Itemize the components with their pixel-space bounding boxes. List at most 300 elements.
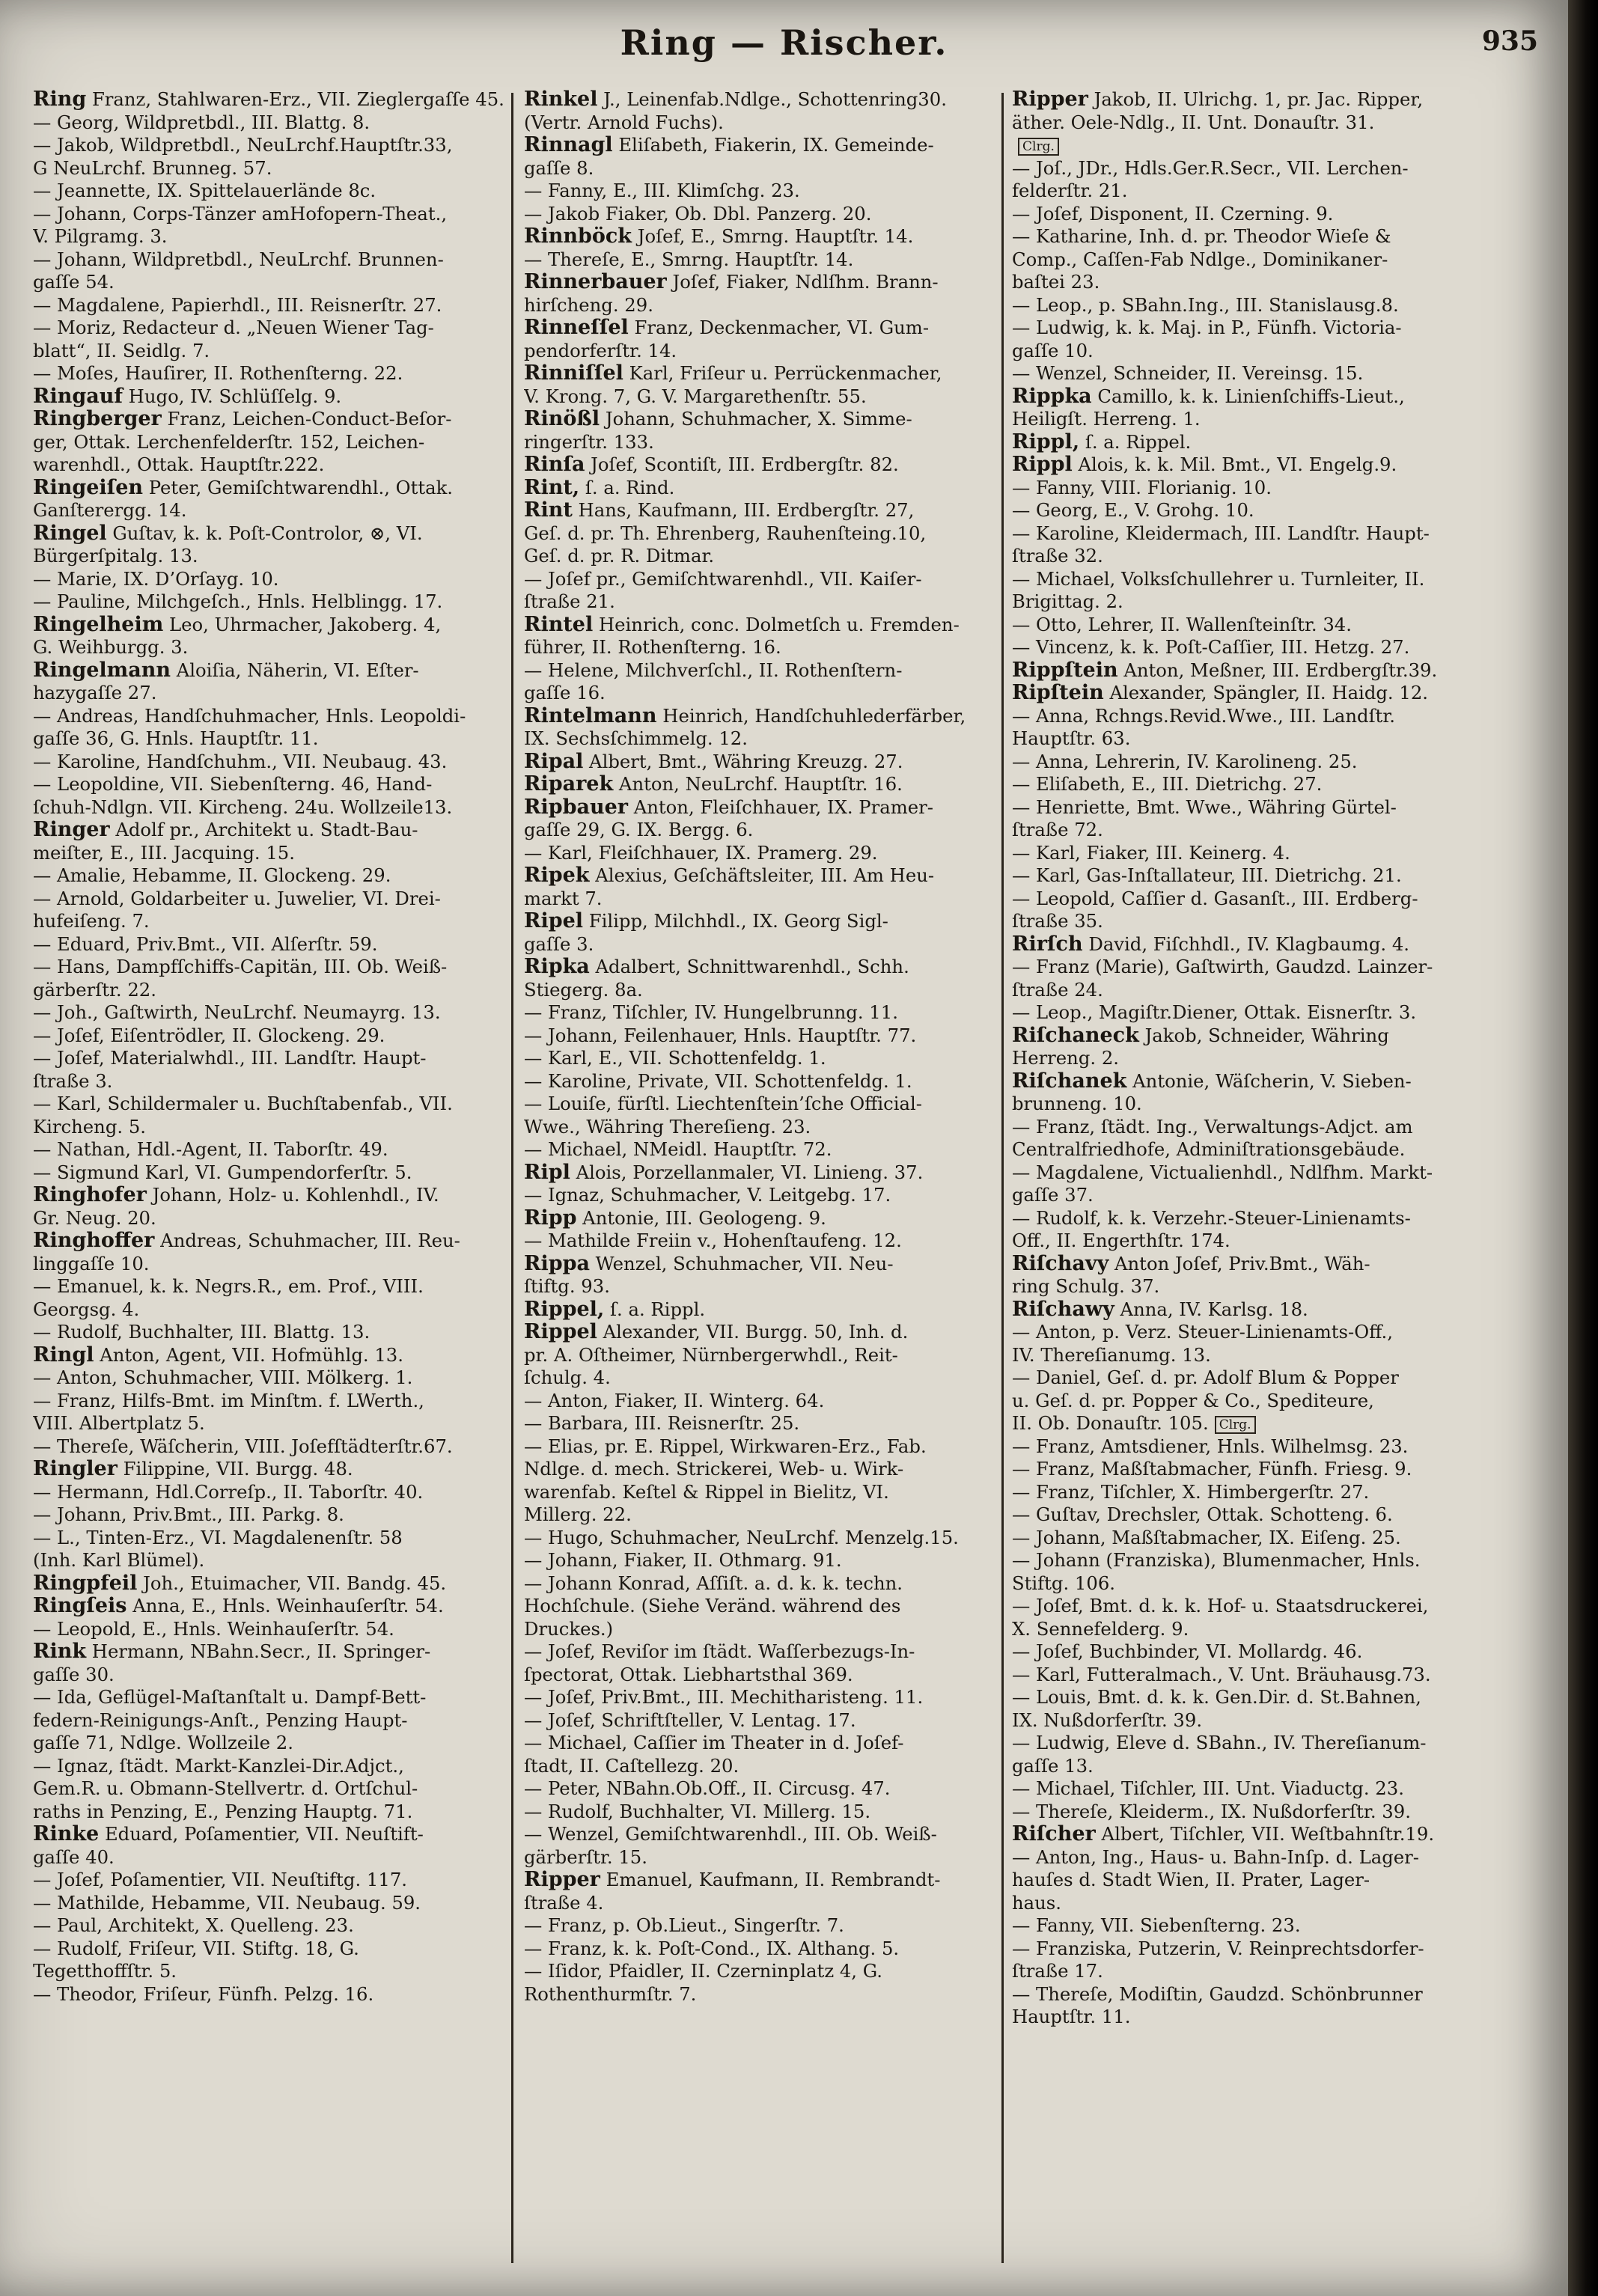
directory-line [33,864,512,888]
directory-line [1012,1846,1491,1869]
entry-text: Johann, Schuhmacher, X. Simme- [600,408,912,430]
entry-text: Joſef, Fiaker, Ndlſhm. Brann- [666,271,939,293]
directory-line [524,134,1003,157]
directory-line [33,385,512,409]
entry-text: — Marie, IX. D’Orſayg. 10. [33,567,279,590]
entry-text: — Elias, pr. E. Rippel, Wirkwaren-Erz., Fab. [524,1435,927,1457]
entry-text: Off., II. Engerthſtr. 174. [1012,1230,1230,1251]
directory-line [33,956,512,979]
directory-line [1012,1093,1491,1116]
entry-text: — Joſef pr., Gemiſchtwarenhdl., VII. Kaiſer- [524,567,922,590]
page-number: 935 [1481,25,1538,57]
entry-text: — Johann (Franziska), Blumenmacher, Hnls. [1012,1549,1421,1571]
directory-line [1012,1869,1491,1892]
entry-surname: Rintelmann [524,704,657,727]
directory-line [524,1914,1003,1938]
directory-line [33,1070,512,1093]
directory-line [1012,1914,1491,1938]
directory-line [1012,340,1491,363]
entry-text: Alois, k. k. Mil. Bmt., VI. Engelg.9. [1072,454,1397,475]
directory-line [1012,1344,1491,1367]
directory-line [524,157,1003,180]
directory-line [1012,1983,1491,2006]
entry-surname: Rippka [1012,385,1092,408]
entry-text: — Andreas, Handſchuhmacher, Hnls. Leopoldi- [33,704,466,727]
directory-line [1012,1572,1491,1596]
directory-line [1012,271,1491,294]
directory-line [524,180,1003,203]
entry-text: blatt“, II. Seidlg. 7. [33,339,210,361]
directory-line [33,1846,512,1869]
directory-line [1012,956,1491,979]
directory-line [33,545,512,568]
entry-text: — Leopoldine, VII. Siebenſterng. 46, Hand- [33,773,433,795]
directory-line [1012,933,1491,956]
directory-line [1012,1435,1491,1459]
entry-text: Albert, Tiſchler, VII. Weſtbahnſtr.19. [1095,1823,1435,1845]
entry-text: — Rudolf, Friſeur, VII. Stiftg. 18, G. [33,1937,359,1959]
entry-text: Aloiſia, Näherin, VI. Eſter- [170,659,419,681]
entry-text: — Ida, Geflügel-Maſtanſtalt u. Dampf-Bett- [33,1686,427,1708]
entry-text: hirſcheng. 29. [524,293,653,316]
directory-line [524,477,1003,500]
entry-text: — Ignaz, Schuhmacher, V. Leitgebg. 17. [524,1184,891,1206]
entry-surname: Rinnerbauer [524,271,667,293]
directory-line [524,1549,1003,1572]
directory-line [524,88,1003,112]
directory-line [524,1686,1003,1709]
directory-line [33,522,512,546]
entry-text: — Johann, Maßſtabmacher, IX. Eiſeng. 25. [1012,1526,1401,1548]
directory-line [524,1047,1003,1070]
entry-text: — Magdalene, Papierhdl., III. Reisnerſtr. 27. [33,293,442,316]
entry-text: Anton, NeuLrchf. Hauptſtr. 16. [613,773,903,795]
entry-text: Gem.R. u. Obmann-Stellvertr. d. Ortſchul- [33,1777,418,1799]
entry-surname: Ripper [1012,88,1088,111]
entry-text: — Peter, NBahn.Ob.Off., II. Circusg. 47. [524,1777,891,1799]
directory-line [1012,1253,1491,1276]
entry-text: — Leopold, Caſſier d. Gasanſt., III. Erdberg- [1012,887,1418,909]
entry-text: gaſſe 13. [1012,1754,1094,1777]
directory-line [33,1184,512,1207]
entry-text: — Anna, Rchngs.Revid.Wwe., III. Landſtr. [1012,704,1395,727]
entry-text: gaſſe 71, Ndlge. Wollzeile 2. [33,1732,293,1753]
directory-line [1012,636,1491,659]
entry-surname: Rink [33,1640,87,1663]
entry-text: — Karl, Futteralmach., V. Unt. Bräuhausg.73. [1012,1663,1431,1685]
entry-text: — Leopold, E., Hnls. Weinhauſerſtr. 54. [33,1617,394,1640]
directory-line [33,1207,512,1230]
directory-line [1012,545,1491,568]
entry-surname: Rinſa [524,454,585,476]
entry-text: gaſſe 10. [1012,339,1094,361]
entry-text: — Karoline, Private, VII. Schottenfeldg. 1. [524,1069,912,1092]
entry-text: Antonie, III. Geologeng. 9. [576,1206,826,1229]
directory-line [524,225,1003,248]
entry-text: ſtraße 24. [1012,978,1103,1001]
directory-line [524,1230,1003,1253]
entry-text: — Moſes, Hauſirer, II. Rothenſterng. 22. [33,362,403,384]
entry-text: — Paul, Architekt, X. Quelleng. 23. [33,1914,354,1936]
entry-text: Filipp, Milchhdl., IX. Georg Sigl- [583,910,888,932]
directory-line [33,180,512,203]
entry-text: Comp., Caſſen-Fab Ndlge., Dominikaner- [1012,248,1388,270]
directory-line [524,590,1003,614]
entry-surname: Ripek [524,864,590,887]
entry-text: — Louiſe, fürſtl. Liechtenſtein’ſche Official- [524,1093,923,1114]
directory-line [1012,1458,1491,1481]
directory-line [1012,1275,1491,1298]
entry-text: — Georg, Wildpretbdl., III. Blattg. 8. [33,111,370,133]
directory-line [33,1116,512,1139]
entry-text: G. Weihburgg. 3. [33,636,189,658]
entry-text: Geſ. d. pr. R. Ditmar. [524,545,715,567]
entry-text: — Thereſe, E., Smrng. Hauptſtr. 14. [524,248,854,270]
directory-line [33,1253,512,1276]
directory-line [1012,727,1491,751]
directory-line [524,545,1003,568]
directory-line [524,408,1003,431]
directory-line [1012,682,1491,705]
directory-line [33,590,512,614]
entry-text: Geſ. d. pr. Th. Ehrenberg, Rauhenſteing.10, [524,522,927,544]
directory-line [1012,1321,1491,1344]
entry-text: Hans, Kaufmann, III. Erdbergſtr. 27, [572,499,915,521]
entry-text: haus. [1012,1891,1061,1914]
entry-text: — Joſef, Eiſentrödler, II. Glockeng. 29. [33,1024,385,1046]
directory-line [524,454,1003,477]
entry-text: Ndlge. d. mech. Strickerei, Web- u. Wirk- [524,1458,904,1480]
directory-line [33,1047,512,1070]
entry-text: ſtraße 32. [1012,545,1103,567]
entry-text: — Karl, Fiaker, III. Keinerg. 4. [1012,841,1290,864]
directory-line [33,1777,512,1801]
entry-text: Alexander, Spängler, II. Haidg. 12. [1103,682,1429,703]
entry-text: hufeiſeng. 7. [33,910,150,932]
entry-text: Anton, Agent, VII. Hofmühlg. 13. [94,1343,403,1366]
directory-line [524,522,1003,546]
entry-text: gaſſe 3. [524,932,594,955]
directory-line [33,1001,512,1025]
directory-line [524,1777,1003,1801]
directory-line [33,1298,512,1322]
directory-line [33,933,512,956]
directory-line [1012,1298,1491,1322]
entry-text: — Nathan, Hdl.-Agent, II. Taborſtr. 49. [33,1138,388,1160]
entry-text: gaſſe 40. [33,1845,115,1868]
entry-surname: Riſchaneck [1012,1024,1139,1047]
entry-text: — Johann, Corps-Tänzer amHofopern-Theat., [33,202,448,225]
directory-line [1012,568,1491,591]
directory-line [33,1892,512,1915]
directory-line [524,1321,1003,1344]
entry-text: felderſtr. 21. [1012,180,1128,201]
directory-line [33,112,512,135]
entry-text: Camillo, k. k. Linienſchiffs-Lieut., [1091,385,1405,407]
entry-text: — Wenzel, Gemiſchtwarenhdl., III. Ob. Weiß- [524,1823,937,1845]
entry-text: — Vincenz, k. k. Poſt-Caſſier, III. Hetzg. 27. [1012,636,1410,658]
directory-line [524,317,1003,340]
entry-text: — Joſef, Reviſor im ſtädt. Waſſerbezugs-In- [524,1640,915,1662]
entry-text: — Hugo, Schuhmacher, NeuLrchf. Menzelg.15. [524,1526,959,1548]
page-edge-shadow [1568,0,1598,2296]
directory-line [33,1869,512,1892]
entry-text: — Joſef, Buchbinder, VI. Mollardg. 46. [1012,1640,1363,1662]
entry-text: Georgsg. 4. [33,1298,140,1320]
directory-line [33,477,512,500]
directory-line [33,1686,512,1709]
directory-line [524,1938,1003,1961]
directory-line [1012,112,1491,135]
directory-line [33,1458,512,1481]
entry-text: — Joſef, Disponent, II. Czerning. 9. [1012,202,1334,225]
entry-surname: Rint [524,499,573,522]
entry-text: VIII. Albertplatz 5. [33,1412,205,1434]
column-middle [524,88,1003,2006]
directory-line [33,1732,512,1755]
directory-line [1012,1801,1491,1824]
directory-line [1012,1755,1491,1778]
directory-line [524,385,1003,409]
directory-line [1012,408,1491,431]
directory-line [1012,203,1491,226]
entry-text: hazygaſſe 27. [33,682,157,703]
entry-text: warenhdl., Ottak. Hauptſtr.222. [33,454,325,475]
entry-text: — Helene, Milchverſchl., II. Rothenſtern- [524,659,903,681]
entry-text: — Johann, Feilenhauer, Hnls. Hauptſtr. 77. [524,1024,917,1046]
directory-line [1012,1138,1491,1161]
entry-text: Druckes.) [524,1617,614,1640]
directory-line [33,773,512,796]
entry-surname: Rinneſſel [524,317,629,339]
entry-text: baſtei 23. [1012,271,1100,293]
entry-surname: Ripp [524,1206,577,1230]
entry-text: — Franz, k. k. Poſt-Cond., IX. Althang. 5. [524,1937,900,1959]
entry-text: — Iſidor, Pfaidler, II. Czerninplatz 4, G. [524,1960,883,1982]
entry-text: — Karoline, Handſchuhm., VII. Neubaug. 43. [33,750,448,772]
entry-text: Anna, E., Hnls. Weinhauſerſtr. 54. [126,1595,444,1616]
entry-text: Wenzel, Schuhmacher, VII. Neu- [589,1252,894,1274]
directory-line [524,1435,1003,1459]
entry-text: Franz, Stahlwaren-Erz., VII. Zieglergaſſe 45. [86,88,504,110]
directory-line [1012,842,1491,865]
directory-line [33,842,512,865]
directory-line [1012,590,1491,614]
directory-line [524,1458,1003,1481]
column-left [33,88,512,2006]
directory-line [33,340,512,363]
directory-line [1012,522,1491,546]
directory-line [33,1572,512,1596]
entry-surname: Ringelheim [33,613,164,636]
directory-line [33,614,512,637]
directory-line [1012,910,1491,933]
directory-line [524,842,1003,865]
directory-line [524,112,1003,135]
entry-text: — Daniel, Geſ. d. pr. Adolf Blum & Popper [1012,1367,1399,1388]
entry-text: — Jeannette, IX. Spittelauerlände 8c. [33,180,376,201]
directory-line [524,1869,1003,1892]
entry-text: Heinrich, conc. Dolmetſch u. Fremden- [593,613,960,635]
entry-surname: Riſchanek [1012,1069,1127,1093]
directory-line [33,819,512,842]
directory-line [33,499,512,522]
entry-text: IX. Sechsſchimmelg. 12. [524,727,748,749]
entry-text: — Arnold, Goldarbeiter u. Juwelier, VI. Drei- [33,887,441,909]
entry-text: — Ludwig, Eleve d. SBahn., IV. Thereſianum- [1012,1732,1427,1753]
entry-surname: Ripal [524,750,584,773]
directory-line [524,1070,1003,1093]
entry-text: Alois, Porzellanmaler, VI. Linieng. 37. [570,1161,924,1183]
directory-line [33,225,512,248]
directory-line [524,1116,1003,1139]
entry-text: raths in Penzing, E., Penzing Hauptg. 71. [33,1800,413,1822]
page-title: Ring — Rischer. [620,22,948,63]
entry-text: — Joſef, Poſamentier, VII. Neuſtiftg. 117. [33,1869,408,1890]
directory-line [33,659,512,683]
entry-text: Anton Joſef, Priv.Bmt., Wäh- [1108,1252,1370,1274]
directory-line [1012,499,1491,522]
clearing-badge: Clrg. [1215,1416,1256,1434]
directory-line [33,979,512,1002]
directory-line [1012,180,1491,203]
entry-text: — Franz, p. Ob.Lieut., Singerſtr. 7. [524,1914,844,1936]
entry-text: Ganſterergg. 14. [33,499,187,521]
entry-text: brunneng. 10. [1012,1093,1142,1114]
entry-text: — Amalie, Hebamme, II. Glockeng. 29. [33,864,391,886]
directory-line [524,1367,1003,1390]
directory-line [524,751,1003,774]
directory-line [33,1161,512,1185]
directory-line [524,1755,1003,1778]
directory-line [33,1138,512,1161]
entry-text: — Anton, Schuhmacher, VIII. Mölkerg. 1. [33,1367,413,1388]
directory-line [1012,1777,1491,1801]
directory-line [1012,1412,1491,1435]
entry-text: Hugo, IV. Schlüſſelg. 9. [122,385,342,407]
directory-line [33,454,512,477]
directory-line [524,659,1003,683]
directory-line [1012,1503,1491,1527]
directory-line [524,1709,1003,1732]
directory-line [1012,1001,1491,1025]
entry-text: ſchuh-Ndlgn. VII. Kircheng. 24u. Wollzeile13. [33,796,453,818]
directory-line [1012,979,1491,1002]
directory-line [524,819,1003,842]
entry-text: — Anton, Fiaker, II. Winterg. 64. [524,1389,825,1411]
directory-line [33,1801,512,1824]
directory-line [33,796,512,819]
entry-text: — Johann Konrad, Aſſiſt. a. d. k. k. techn. [524,1572,903,1594]
directory-line [1012,157,1491,180]
directory-line [33,1481,512,1504]
directory-line [1012,2006,1491,2029]
entry-text: ſ. a. Rippl. [604,1298,706,1320]
entry-text: ring Schulg. 37. [1012,1275,1160,1297]
directory-line [1012,431,1491,454]
entry-text: — Hans, Dampfſchiffs-Capitän, III. Ob. Weiß- [33,956,448,977]
entry-surname: Rinke [33,1823,100,1845]
entry-text: Stiegerg. 8a. [524,978,643,1001]
entry-text: — Karl, E., VII. Schottenfeldg. 1. [524,1047,826,1069]
entry-text: Adalbert, Schnittwarenhdl., Schh. [589,956,909,977]
entry-surname: Riſchawy [1012,1298,1114,1321]
entry-text: Joſef, Scontiſt, III. Erdbergſtr. 82. [585,454,899,475]
entry-text: Herreng. 2. [1012,1047,1120,1069]
entry-text: — Anton, Ing., Haus- u. Bahn-Inſp. d. Lager- [1012,1845,1419,1868]
entry-text: — Louis, Bmt. d. k. k. Gen.Dir. d. St.Bahnen, [1012,1686,1421,1708]
entry-text: Hermann, NBahn.Secr., II. Springer- [86,1640,431,1662]
directory-line [524,1207,1003,1230]
directory-line [33,362,512,385]
directory-line [1012,819,1491,842]
entry-text: IX. Nußdorferſtr. 39. [1012,1709,1203,1731]
entry-text: Leo, Uhrmacher, Jakoberg. 4, [163,613,442,635]
entry-text: — Anton, p. Verz. Steuer-Linienamts-Off., [1012,1321,1393,1343]
directory-line [524,1298,1003,1322]
entry-text: ſpectorat, Ottak. Liebhartsthal 369. [524,1663,853,1685]
directory-line [33,1823,512,1846]
directory-line [33,1367,512,1390]
entry-text: Hochſchule. (Siehe Veränd. während des [524,1595,901,1616]
directory-line [524,1595,1003,1618]
entry-text: Alexius, Geſchäftsleiter, III. Am Heu- [589,864,935,886]
entry-text: Wwe., Währing Thereſieng. 23. [524,1115,811,1138]
entry-text: Anna, IV. Karlsg. 18. [1114,1298,1308,1320]
entry-text: — Karl, Gas-Inſtallateur, III. Dietrichg. 21. [1012,864,1402,886]
entry-text: Peter, Gemiſchtwarendhl., Ottak. [143,476,454,498]
directory-line [1012,1230,1491,1253]
directory-line [33,1640,512,1664]
directory-line [1012,1070,1491,1093]
directory-line [1012,248,1491,272]
directory-line [524,1412,1003,1435]
entry-text: warenfab. Keſtel & Rippel in Bielitz, VI. [524,1480,889,1503]
entry-surname: Ringeiſen [33,476,144,499]
directory-line [524,796,1003,819]
directory-line [1012,134,1491,157]
directory-line [1012,1207,1491,1230]
entry-text: gaſſe 37. [1012,1184,1094,1206]
directory-line [33,1960,512,1983]
directory-line [524,568,1003,591]
entry-text: Millerg. 22. [524,1503,632,1525]
entry-text: Eliſabeth, Fiakerin, IX. Gemeinde- [612,134,934,156]
entry-text: Alexander, VII. Burgg. 50, Inh. d. [597,1321,909,1343]
entry-text: — Joſef, Priv.Bmt., III. Mechitharisteng. 11. [524,1686,924,1708]
directory-line [524,727,1003,751]
directory-line [33,431,512,454]
entry-text: — Franziska, Putzerin, V. Reinprechtsdorfer- [1012,1937,1424,1959]
entry-text: — Otto, Lehrer, II. Wallenſteinſtr. 34. [1012,613,1352,635]
directory-line [33,1938,512,1961]
entry-text: — Theodor, Friſeur, Fünfh. Pelzg. 16. [33,1982,374,2005]
directory-line [33,294,512,317]
entry-text: II. Ob. Donauſtr. 105. [1012,1412,1209,1434]
entry-text: ſtraße 17. [1012,1960,1103,1982]
directory-line [524,1503,1003,1527]
entry-text: (Vertr. Arnold Fuchs). [524,111,724,133]
entry-text: V. Krong. 7, G. V. Margarethenſtr. 55. [524,385,867,407]
directory-line [524,614,1003,637]
clearing-badge: Clrg. [1018,138,1059,156]
entry-text: Centralfriedhofe, Adminiſtrationsgebäude. [1012,1138,1406,1160]
entry-text: ſtraße 21. [524,590,615,612]
directory-line [524,1138,1003,1161]
directory-line [33,1755,512,1778]
directory-line [524,340,1003,363]
directory-line [524,1892,1003,1915]
